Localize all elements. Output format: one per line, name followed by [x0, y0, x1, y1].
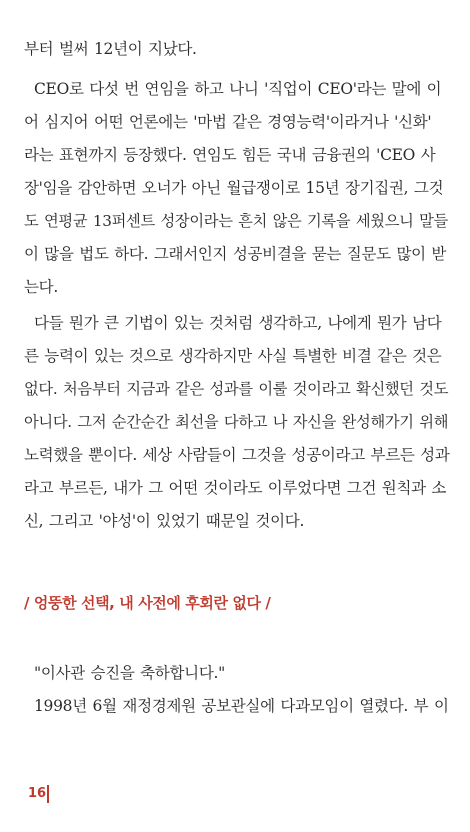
page-number: 16 — [28, 786, 47, 801]
body-line: 른 능력이 있는 것으로 생각하지만 사실 특별한 비결 같은 것은 — [24, 347, 442, 365]
body-line: 신, 그리고 '야성'이 있었기 때문일 것이다. — [24, 512, 305, 530]
body-line: 어 심지어 어떤 언론에는 '마법 같은 경영능력'이라거나 '신화' — [24, 113, 432, 131]
body-line: 도 연평균 13퍼센트 성장이라는 흔치 않은 기록을 세웠으니 말들 — [24, 212, 448, 230]
body-line: 라고 부르든, 내가 그 어떤 것이라도 이루었다면 그건 원칙과 소 — [24, 479, 447, 497]
body-line: 없다. 처음부터 지금과 같은 성과를 이룰 것이라고 확신했던 것도 — [24, 380, 449, 398]
body-line: 부터 벌써 12년이 지났다. — [24, 40, 197, 58]
body-line: CEO로 다섯 번 연임을 하고 나니 '직업이 CEO'라는 말에 이 — [34, 80, 442, 98]
page-number-divider — [47, 785, 49, 803]
body-line: 라는 표현까지 등장했다. 연임도 힘든 국내 금융권의 'CEO 사 — [24, 146, 436, 164]
body-line: 다들 뭔가 큰 기법이 있는 것처럼 생각하고, 나에게 뭔가 남다 — [34, 314, 442, 332]
quote-line: "이사관 승진을 축하합니다." — [34, 664, 225, 682]
section-heading: / 엉뚱한 선택, 내 사전에 후회란 없다 / — [24, 594, 271, 612]
body-line: 는다. — [24, 278, 58, 296]
body-line: 아니다. 그저 순간순간 최선을 다하고 나 자신을 완성해가기 위해 — [24, 413, 449, 431]
body-line: 이 많을 법도 하다. 그래서인지 성공비결을 묻는 질문도 많이 받 — [24, 245, 447, 263]
body-line: 1998년 6월 재정경제원 공보관실에 다과모임이 열렸다. 부 이 — [34, 697, 449, 715]
body-line: 장'임을 감안하면 오너가 아닌 월급쟁이로 15년 장기집권, 그것 — [24, 179, 444, 197]
body-line: 노력했을 뿐이다. 세상 사람들이 그것을 성공이라고 부르든 성과 — [24, 446, 450, 464]
